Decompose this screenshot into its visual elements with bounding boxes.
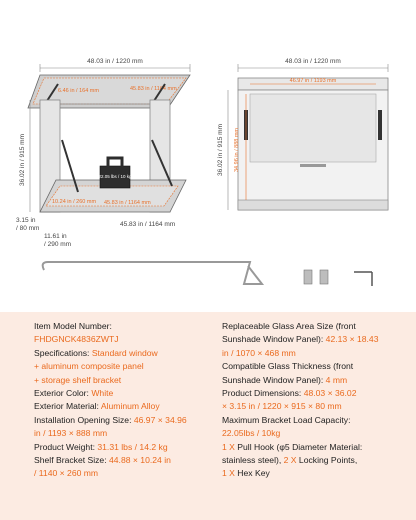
spec-accessory-2: stainless steel), 2 X Locking Points, [222,455,358,466]
open-window-diagram [16,58,190,248]
specs-right-column: Replaceable Glass Area Size (front Sunshade Window Panel): 42.13 × 18.43 in / 1070 × 468 mm Compatible Glass Thickness (front Sunshade Window Panel): 4 mm Product Dimensions: 48.03 × 36.02 × 3.15 in / 1220 × 915 × 80 mm Maximum Bracket Load Capacity: 22.05lbs / 10kg 1 X Pull Hook (φ5 Diameter Material: stainless steel), 2 X Locking Points, 1 X Hex Key [222,320,410,481]
closed-window-diagram [217,58,388,210]
right-top-width: 48.03 in / 1220 mm [285,58,341,65]
spec-dimensions: Product Dimensions: 48.03 × 36.02 [222,388,357,399]
right-height: 36.02 in / 915 mm [217,123,224,177]
spec-opening: Installation Opening Size: 46.97 × 34.96 [34,414,187,425]
left-bracket-b: / 290 mm [44,241,72,248]
right-glass-height: 34.96 in / 888 mm [234,127,240,173]
right-glass-width: 46.97 in / 1193 mm [289,78,337,84]
spec-accessory-3: 1 X Hex Key [222,468,270,479]
left-inner-depth: 10.24 in / 260 mm [52,199,97,205]
left-frame-side: 6.46 in / 164 mm [58,88,99,94]
spec-color: Exterior Color: White [34,388,114,399]
left-inner-width: 45.83 in / 1164 mm [104,200,151,206]
spec-glass-thickness: Sunshade Window Panel): 4 mm [222,374,348,385]
spec-bracket: Shelf Bracket Size: 44.88 × 10.24 in [34,455,171,466]
left-height: 36.02 in / 915 mm [19,133,26,187]
spec-material: Exterior Material: Aluminum Alloy [34,401,160,412]
left-frame-top: 45.83 in / 1164 mm [130,86,177,92]
accessories [43,262,372,286]
weight-tag: 22.05 lbs / 10 kg [98,174,132,179]
left-shelf-small-a: 3.15 in [16,217,36,224]
left-top-width: 48.03 in / 1220 mm [87,58,143,65]
spec-weight: Product Weight: 31.31 lbs / 14.2 kg [34,441,168,452]
specs-panel [0,312,416,520]
left-bottom-width: 45.83 in / 1164 mm [120,221,176,228]
spec-model: Item Model Number: [34,321,112,331]
left-shelf-small-b: / 80 mm [16,225,40,232]
spec-specifications: Specifications: Standard window [34,347,158,358]
spec-accessory-1: 1 X Pull Hook (φ5 Diameter Material: [222,441,363,452]
specs-left-column: Item Model Number: FHDGNCK4836ZWTJ Specifications: Standard window + aluminum composite panel + storage shelf bracket Exterior Color: White Exterior Material: Aluminum Alloy Installation Opening Size: 46.97 × 34.96 in / 1193 × 888 mm Product Weight: 31.31 lbs / 14.2 kg Shelf Bracket Size: 44.88 × 10.24 in / 1140 × 260 mm [34,320,214,481]
left-bracket-a: 11.61 in [44,233,67,240]
spec-glass-area: Sunshade Window Panel): 42.13 × 18.43 [222,334,379,345]
